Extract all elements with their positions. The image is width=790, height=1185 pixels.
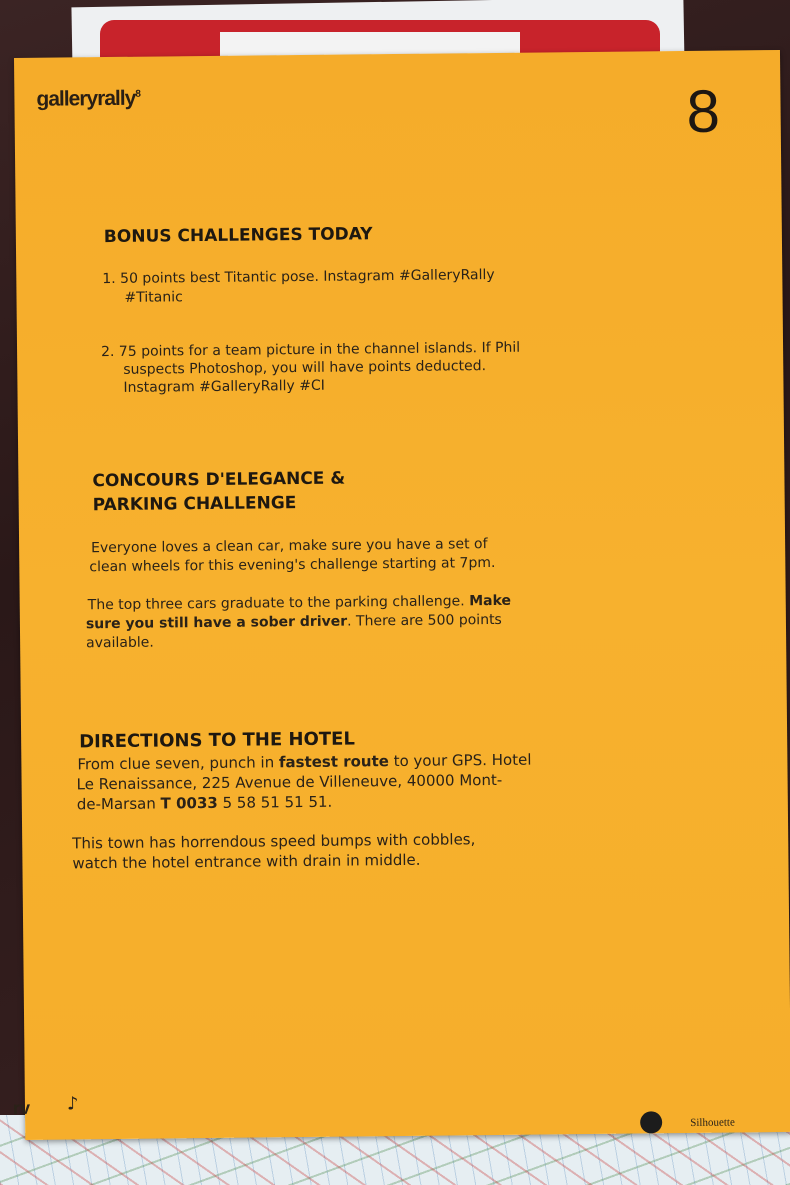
- gallery-rally-logo: galleryrally$^8$: [36, 86, 140, 111]
- bonus-item-1-line-1: 1. 50 points best Titantic pose. Instagram #GalleryRally: [102, 266, 495, 288]
- bonus-item-2-line-3: Instagram #GalleryRally #CI: [123, 377, 325, 396]
- bonus-item-2-line-1: 2. 75 points for a team picture in the channel islands. If Phil: [101, 339, 521, 361]
- concours-p2-line-2: sure you still have a sober driver. There are 500 points: [85, 611, 502, 633]
- rally-instruction-sheet: [14, 50, 790, 1140]
- concours-title-line-1: CONCOURS D'ELEGANCE &: [92, 468, 346, 492]
- bonus-item-1-line-2: #Titanic: [124, 289, 183, 306]
- directions-p2-line-1: This town has horrendous speed bumps with cobbles,: [72, 830, 476, 853]
- concours-p2-line-1: The top three cars graduate to the parking challenge. Make: [87, 592, 512, 614]
- footer-brand-fragment: rv: [12, 1097, 31, 1119]
- directions-line-1: From clue seven, punch in fastest route to your GPS. Hotel: [77, 750, 532, 774]
- sponsor-logo-icon: [640, 1111, 662, 1133]
- directions-line-3: de-Marsan T 0033 5 58 51 51 51.: [76, 792, 333, 814]
- concours-title-line-2: PARKING CHALLENGE: [92, 493, 297, 516]
- bonus-title: BONUS CHALLENGES TODAY: [103, 224, 373, 248]
- music-note-icon: ♪: [66, 1093, 79, 1115]
- sponsor-silhouette: Silhouette: [690, 1116, 735, 1129]
- directions-line-2: Le Renaissance, 225 Avenue de Villeneuve, 40000 Mont-: [76, 770, 503, 794]
- directions-title: DIRECTIONS TO THE HOTEL: [79, 728, 356, 753]
- bonus-item-2-line-2: suspects Photoshop, you will have points deducted.: [123, 358, 487, 378]
- edition-number: 8: [686, 77, 721, 145]
- concours-p1-line-1: Everyone loves a clean car, make sure you have a set of: [91, 536, 488, 557]
- directions-p2-line-2: watch the hotel entrance with drain in middle.: [72, 850, 421, 873]
- concours-p2-line-3: available.: [86, 634, 154, 652]
- concours-p1-line-2: clean wheels for this evening's challenge starting at 7pm.: [89, 554, 496, 576]
